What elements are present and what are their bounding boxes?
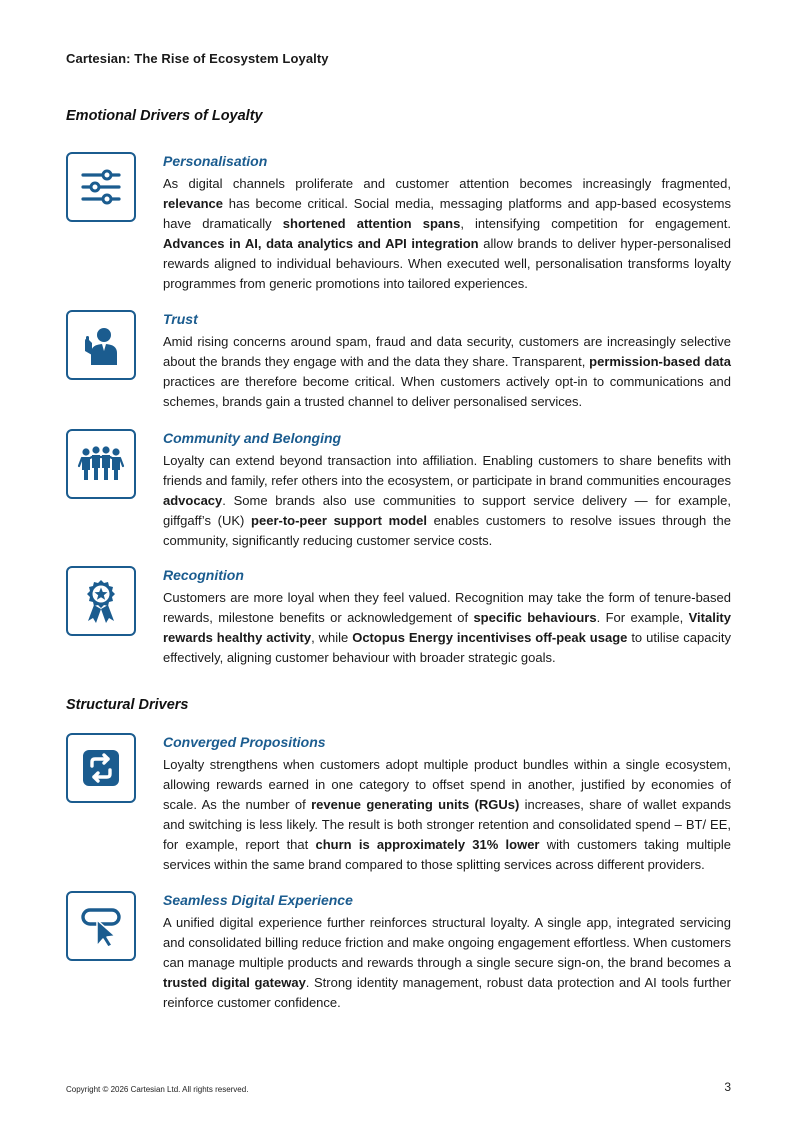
emphasis-text: advocacy xyxy=(163,492,223,508)
item-paragraph xyxy=(163,588,731,668)
sliders-icon xyxy=(66,152,136,222)
body-text: . Strong identity management, robust data protection and AI tools further reinforce customer confidence. xyxy=(163,974,731,1010)
body-text: to utilise capacity effectively, aligning customer behaviour with broader strategic goals. xyxy=(163,629,731,665)
page-number: 3 xyxy=(724,1080,731,1094)
body-text: practices are therefore become critical. When customers actively opt-in to communications and schemes, brands gain a trusted channel to deliver personalised services. xyxy=(163,373,731,409)
item-paragraph xyxy=(163,332,731,412)
award-ribbon-icon xyxy=(66,566,136,636)
item-title: Recognition xyxy=(163,567,244,583)
emphasis-text: churn is approximately 31% lower xyxy=(315,836,540,852)
body-text: has become critical. Social media, messaging platforms and app-based ecosystems have dramatically xyxy=(163,195,731,231)
body-text: As digital channels proliferate and customer attention becomes increasingly fragmented, xyxy=(163,176,731,191)
item-title: Personalisation xyxy=(163,153,268,169)
section-title-structural: Structural Drivers xyxy=(66,697,189,713)
emphasis-text: peer-to-peer support model xyxy=(251,512,427,528)
community-icon xyxy=(66,429,136,499)
body-text: Loyalty can extend beyond transaction into affiliation. Enabling customers to share benefits with friends and family, refer others into the ecosystem, or participate in brand communities encourages xyxy=(163,453,731,488)
emphasis-text: Octopus Energy incentivises off-peak usage xyxy=(352,629,628,645)
body-text: . Some brands also use communities to support service delivery — for example, giffgaff’s (UK) xyxy=(163,492,731,528)
emphasis-text: Vitality rewards healthy activity xyxy=(163,609,731,645)
body-text: with customers taking multiple services within the same brand compared to those splitting services across different providers. xyxy=(163,836,731,872)
swap-arrows-icon xyxy=(66,733,136,803)
emphasis-text: specific behaviours xyxy=(473,609,597,625)
body-text: Customers are more loyal when they feel valued. Recognition may take the form of tenure-based rewards, milestone benefits or acknowledgement of xyxy=(163,590,731,625)
body-text: allow brands to deliver hyper-personalised rewards aligned to individual behaviours. When executed well, personalisation transforms loyalty programmes from generic promotions into tailored experiences. xyxy=(163,235,731,291)
item-title: Seamless Digital Experience xyxy=(163,892,353,908)
emphasis-text: Advances in AI, data analytics and API integration xyxy=(163,235,479,251)
handshake-person-icon xyxy=(66,310,136,380)
body-text: Loyalty strengthens when customers adopt multiple product bundles within a single ecosystem, allowing rewards earned in one category to offset spend in another, justified by economies of scale. As the number of xyxy=(163,757,731,812)
emphasis-text: revenue generating units (RGUs) xyxy=(311,796,520,812)
body-text: A unified digital experience further reinforces structural loyalty. A single app, integrated servicing and consolidated billing reduce friction and make ongoing engagement effortless. When customers can manage multiple products and rewards through a single secure sign-on, the brand becomes a xyxy=(163,915,731,970)
footer-copyright: Copyright © 2026 Cartesian Ltd. All rights reserved. xyxy=(66,1085,249,1094)
item-paragraph xyxy=(163,913,731,1013)
body-text: . For example, xyxy=(596,609,689,625)
emphasis-text: trusted digital gateway xyxy=(163,974,306,990)
cursor-click-icon xyxy=(66,891,136,961)
body-text: , while xyxy=(311,629,353,645)
body-text: Amid rising concerns around spam, fraud and data security, customers are increasingly selective about the brands they engage with and the data they share. Transparent, xyxy=(163,334,731,369)
emphasis-text: shortened attention spans xyxy=(282,215,461,231)
body-text: enables customers to resolve issues through the community, significantly reducing customer service costs. xyxy=(163,512,731,548)
document-header: Cartesian: The Rise of Ecosystem Loyalty xyxy=(66,51,329,66)
emphasis-text: permission-based data xyxy=(589,353,731,369)
item-title: Converged Propositions xyxy=(163,734,326,750)
body-text: , intensifying competition for engagement. xyxy=(460,215,731,231)
item-paragraph xyxy=(163,174,731,293)
item-paragraph xyxy=(163,755,731,874)
item-title: Trust xyxy=(163,311,198,327)
item-paragraph xyxy=(163,451,731,551)
emphasis-text: relevance xyxy=(163,195,223,211)
body-text: increases, share of wallet expands and switching is less likely. The result is both stronger retention and consolidated spend – BT/ EE, for example, report that xyxy=(163,796,731,852)
section-title-emotional: Emotional Drivers of Loyalty xyxy=(66,108,263,124)
item-title: Community and Belonging xyxy=(163,430,342,446)
